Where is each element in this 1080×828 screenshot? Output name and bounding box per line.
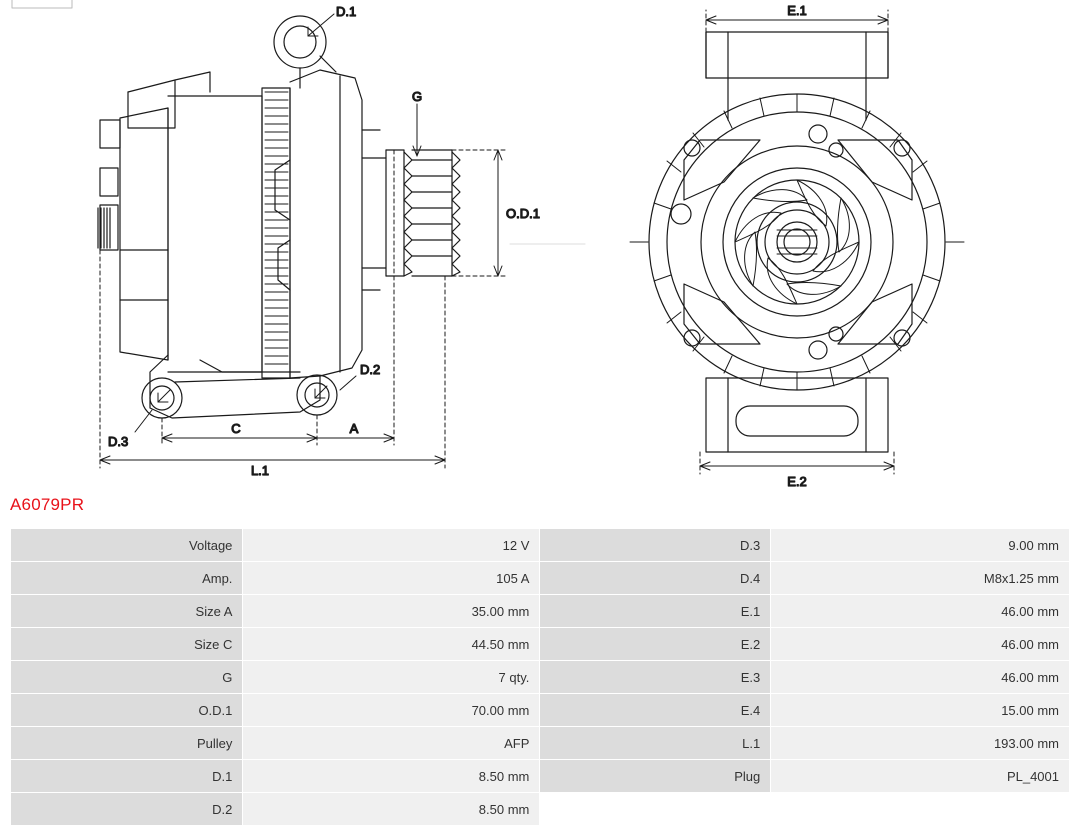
table-row <box>11 595 1070 628</box>
label-c: C <box>231 421 241 436</box>
spec-label: O.D.1 <box>11 694 243 727</box>
specifications-table <box>10 528 1070 826</box>
table-row <box>11 562 1070 595</box>
spec-empty-cell <box>771 793 1070 826</box>
table-row <box>11 727 1070 760</box>
spec-value: 44.50 mm <box>243 628 540 661</box>
spec-value: 46.00 mm <box>771 595 1070 628</box>
spec-value: 193.00 mm <box>771 727 1070 760</box>
spec-label: D.1 <box>11 760 243 793</box>
spec-value: 46.00 mm <box>771 628 1070 661</box>
table-row <box>11 793 1070 826</box>
label-e1: E.1 <box>787 3 807 18</box>
label-d3: D.3 <box>108 434 129 449</box>
spec-label: Plug <box>540 760 771 793</box>
table-row <box>11 760 1070 793</box>
label-l1: L.1 <box>250 463 270 478</box>
spec-label: D.3 <box>540 529 771 562</box>
spec-label: G <box>11 661 243 694</box>
table-row <box>11 661 1070 694</box>
label-d2: D.2 <box>360 362 381 377</box>
spec-value: 8.50 mm <box>243 793 540 826</box>
spec-value: 12 V <box>243 529 540 562</box>
spec-label: E.3 <box>540 661 771 694</box>
spec-label: E.2 <box>540 628 771 661</box>
spec-label: D.4 <box>540 562 771 595</box>
spec-label: E.4 <box>540 694 771 727</box>
spec-empty-cell <box>540 793 771 826</box>
spec-value: M8x1.25 mm <box>771 562 1070 595</box>
alternator-front-view <box>630 32 964 452</box>
label-g: G <box>411 89 423 104</box>
label-a: A <box>349 421 359 436</box>
spec-value: AFP <box>243 727 540 760</box>
spec-label: E.1 <box>540 595 771 628</box>
spec-value: 9.00 mm <box>771 529 1070 562</box>
spec-value: 105 A <box>243 562 540 595</box>
spec-value: PL_4001 <box>771 760 1070 793</box>
spec-label: Pulley <box>11 727 243 760</box>
table-row <box>11 529 1070 562</box>
spec-label: Size A <box>11 595 243 628</box>
spec-value: 8.50 mm <box>243 760 540 793</box>
spec-value: 35.00 mm <box>243 595 540 628</box>
table-row <box>11 628 1070 661</box>
spec-label: Voltage <box>11 529 243 562</box>
spec-value: 70.00 mm <box>243 694 540 727</box>
part-number: A6079PR <box>10 495 85 514</box>
spec-label: Size C <box>11 628 243 661</box>
spec-label: L.1 <box>540 727 771 760</box>
label-e2: E.2 <box>787 474 807 489</box>
table-row <box>11 694 1070 727</box>
label-d1: D.1 <box>336 4 357 19</box>
spec-value: 7 qty. <box>243 661 540 694</box>
spec-label: Amp. <box>11 562 243 595</box>
label-od1: O.D.1 <box>506 206 540 221</box>
alternator-side-view <box>98 16 460 418</box>
spec-value: 15.00 mm <box>771 694 1070 727</box>
spec-value: 46.00 mm <box>771 661 1070 694</box>
spec-label: D.2 <box>11 793 243 826</box>
